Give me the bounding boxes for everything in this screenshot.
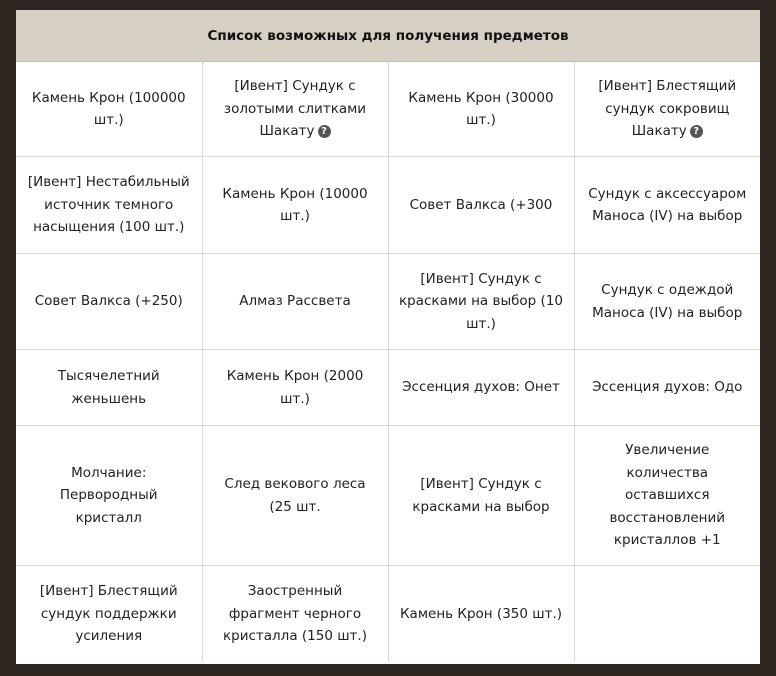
table-cell [16,426,202,566]
table-row [16,426,760,566]
item-name: [Ивент] Сундук с красками на выбор [412,476,550,515]
table-cell [388,350,574,426]
item-name: [Ивент] Блестящий сундук сокровищ Шакату [598,78,737,140]
item-name: След векового леса (25 шт. [224,476,366,515]
table-cell [574,157,760,254]
table-row [16,254,760,350]
table-cell [16,254,202,350]
table-cell [16,350,202,426]
table-cell [574,350,760,426]
item-name: Тысячелетний женьшень [57,368,160,407]
item-name: Эссенция духов: Онет [402,379,560,396]
item-name: Камень Крон (10000 шт.) [222,185,368,224]
table-cell [388,566,574,663]
item-name: Совет Валкса (+300 [409,196,553,213]
item-name: Совет Валкса (+250) [34,293,183,310]
table-cell [574,426,760,566]
table-cell [574,566,760,663]
table-cell [574,62,760,157]
item-name: Алмаз Рассвета [239,293,351,310]
item-name: [Ивент] Сундук с красками на выбор (10 шт.) [399,270,563,332]
table-cell [16,566,202,663]
table-cell [202,350,388,426]
item-name: [Ивент] Блестящий сундук поддержки усиления [39,583,178,645]
table-cell [202,426,388,566]
table-cell [202,62,388,157]
table-cell [388,157,574,254]
item-name: Камень Крон (2000 шт.) [226,368,364,407]
table-cell [388,426,574,566]
table-cell [574,254,760,350]
item-table [16,62,760,662]
item-name: [Ивент] Сундук с золотыми слитками Шакату [223,78,367,140]
item-name: Сундук с аксессуаром Маноса (IV) на выбор [588,185,747,224]
item-name: Камень Крон (100000 шт.) [31,89,186,128]
table-cell [388,254,574,350]
table-cell [388,62,574,157]
table-cell [16,157,202,254]
item-name: Сундук с одеждой Маноса (IV) на выбор [592,282,743,321]
item-name: Камень Крон (30000 шт.) [408,89,554,128]
table-cell [16,62,202,157]
help-icon[interactable]: ? [318,125,331,138]
item-name: Камень Крон (350 шт.) [399,605,563,622]
item-list-title: Список возможных для получения предметов [16,10,760,62]
table-cell [202,566,388,663]
item-name: Эссенция духов: Одо [592,379,743,396]
item-name: Заостренный фрагмент черного кристалла (150 шт.) [223,583,367,645]
help-icon[interactable]: ? [690,125,703,138]
table-cell [202,157,388,254]
table-row [16,566,760,663]
item-name: Увеличение количества оставшихся восстановлений кристаллов +1 [609,442,726,549]
table-cell [202,254,388,350]
item-list-panel [16,10,760,664]
table-row [16,157,760,254]
table-row [16,350,760,426]
item-name: [Ивент] Нестабильный источник темного насыщения (100 шт.) [27,174,190,236]
item-name: Молчание: Первородный кристалл [59,464,158,526]
table-row [16,62,760,157]
